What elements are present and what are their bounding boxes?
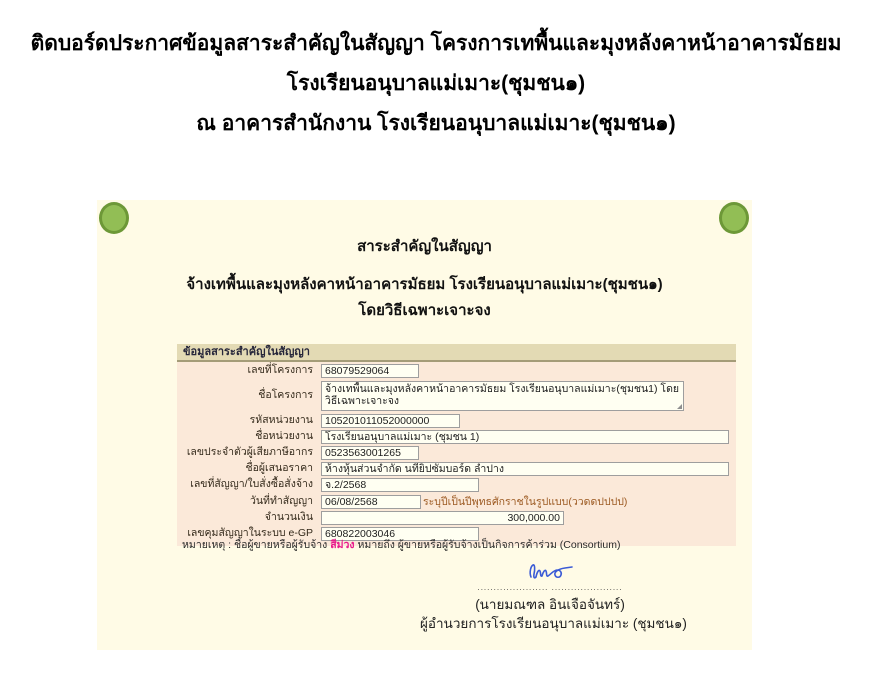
contract-date-format-hint: ระบุปีเป็นปีพุทธศักราชในรูปแบบ(ววดดปปปป) <box>423 496 628 508</box>
document <box>97 200 752 650</box>
project-number-input[interactable]: 68079529064 <box>321 364 419 378</box>
pushpin-left-icon <box>99 202 129 234</box>
form-row-contract-date <box>177 493 736 510</box>
form-row-project-name <box>177 379 736 413</box>
form-body <box>177 362 736 546</box>
signatory-position: ผู้อำนวยการโรงเรียนอนุบาลแม่เมาะ (ชุมชน๑) <box>420 616 687 632</box>
field-label-agency-name: ชื่อหน่วยงาน <box>255 430 313 443</box>
field-label-contract-date: วันที่ทำสัญญา <box>249 494 313 507</box>
signature-block <box>420 560 687 633</box>
doc-heading-main: สาระสำคัญในสัญญา <box>357 238 492 255</box>
field-label-amount: จำนวนเงิน <box>264 511 313 524</box>
form-row-contract-number <box>177 477 736 493</box>
field-label-contract-number: เลขที่สัญญา/ใบสั่งซื้อสั่งจ้าง <box>190 478 313 491</box>
taxpayer-id-input[interactable]: 0523563001265 <box>321 446 419 460</box>
form-row-bidder-name <box>177 461 736 477</box>
doc-heading-method: โดยวิธีเฉพาะเจาะจง <box>358 302 491 319</box>
bidder-name-input[interactable]: ห้างหุ้นส่วนจำกัด นทียิปซั่มบอร์ด ลำปาง <box>321 462 729 476</box>
form-row-agency-code <box>177 413 736 429</box>
field-label-project-number: เลขที่โครงการ <box>247 364 313 377</box>
field-label-egp-number: เลขคุมสัญญาในระบบ e-GP <box>187 527 313 540</box>
project-name-input[interactable]: จ้างเทพื้นและมุงหลังคาหน้าอาคารมัธยม โรงเรียนอนุบาลแม่เมาะ(ชุมชน1) โดยวิธีเฉพาะเจาะจง <box>321 381 684 411</box>
form-row-taxpayer-id <box>177 445 736 461</box>
page-title-line-1: ติดบอร์ดประกาศข้อมูลสาระสำคัญในสัญญา โครงการเทพื้นและมุงหลังคาหน้าอาคารมัธยม <box>30 32 842 55</box>
form-row-project-number <box>177 363 736 379</box>
doc-heading-project: จ้างเทพื้นและมุงหลังคาหน้าอาคารมัธยม โรงเรียนอนุบาลแม่เมาะ(ชุมชน๑) <box>186 276 663 293</box>
contract-form <box>177 344 736 546</box>
page-title-line-2: โรงเรียนอนุบาลแม่เมาะ(ชุมชน๑) <box>286 72 586 95</box>
field-label-project-name: ชื่อโครงการ <box>258 389 313 401</box>
amount-input[interactable]: 300,000.00 <box>321 511 564 525</box>
note-line <box>182 536 620 553</box>
note-prefix: หมายเหตุ : ชื่อผู้ขายหรือผู้รับจ้าง <box>182 539 331 551</box>
signatory-name: (นายมณฑล อินเจือจันทร์) <box>475 597 625 612</box>
signature-dotted-line: ...................... ...................... <box>477 583 623 592</box>
note-highlight: สีม่วง <box>330 539 355 551</box>
form-row-agency-name <box>177 429 736 445</box>
form-row-amount <box>177 510 736 526</box>
page-title-line-3: ณ อาคารสำนักงาน โรงเรียนอนุบาลแม่เมาะ(ชุมชน๑) <box>196 112 676 135</box>
egp-number-input[interactable]: 680822003046 <box>321 527 479 541</box>
agency-code-input[interactable]: 105201011052000000 <box>321 414 460 428</box>
form-section-header: ข้อมูลสาระสำคัญในสัญญา <box>177 344 736 362</box>
agency-name-input[interactable]: โรงเรียนอนุบาลแม่เมาะ (ชุมชน 1) <box>321 430 729 444</box>
field-label-taxpayer-id: เลขประจำตัวผู้เสียภาษีอากร <box>186 446 313 459</box>
signature-scribble <box>524 560 576 584</box>
note-suffix: หมายถึง ผู้ขายหรือผู้รับจ้างเป็นกิจการค้าร่วม (Consortium) <box>354 539 621 551</box>
contract-number-input[interactable]: จ.2/2568 <box>321 478 479 492</box>
field-label-agency-code: รหัสหน่วยงาน <box>249 414 313 427</box>
contract-date-input[interactable]: 06/08/2568 <box>321 495 421 509</box>
pushpin-right-icon <box>719 202 749 234</box>
field-label-bidder-name: ชื่อผู้เสนอราคา <box>245 462 313 475</box>
page-title <box>0 24 872 144</box>
